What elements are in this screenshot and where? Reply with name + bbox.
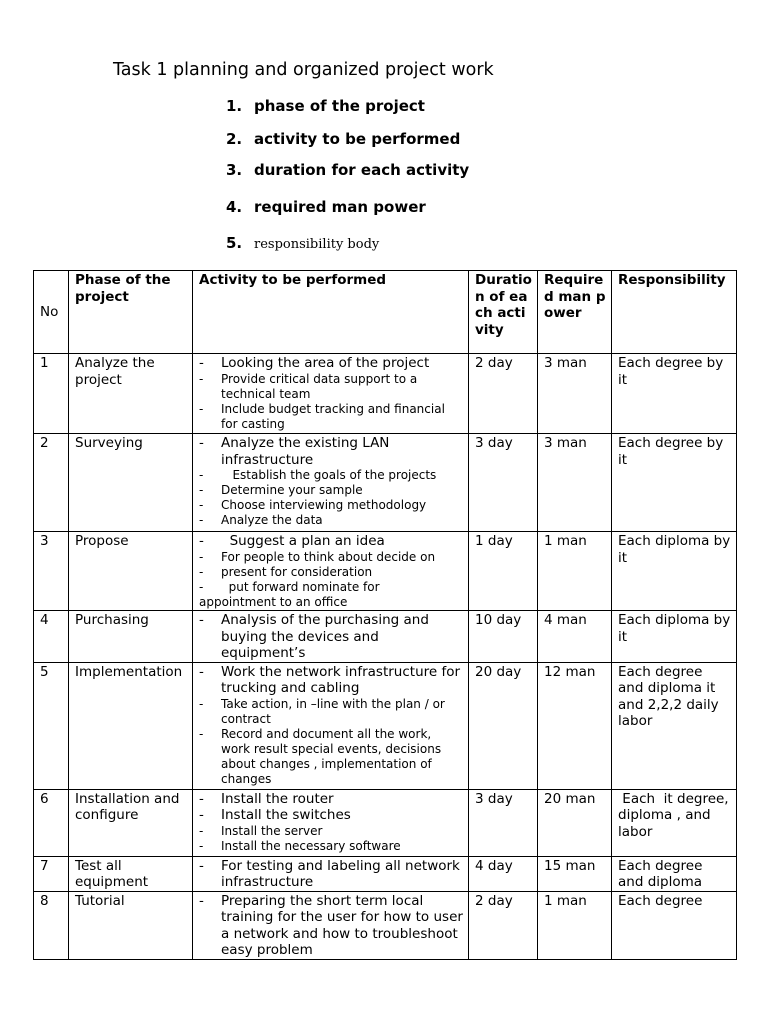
activity-item: - For people to think about decide on [199, 550, 464, 565]
activity-item: - Determine your sample [199, 483, 464, 498]
row-number: 5 [34, 662, 69, 789]
row-activities [193, 532, 469, 611]
row-phase: Test all equipment [69, 856, 193, 891]
row-number: 1 [34, 354, 69, 434]
table-row [34, 891, 737, 959]
row-phase: Implementation [69, 662, 193, 789]
row-manpower: 20 man [538, 789, 612, 856]
row-number: 7 [34, 856, 69, 891]
activity-item: - Preparing the short term local training for the user for how to user a network and how to troubleshoot easy problem [199, 893, 464, 959]
row-phase: Tutorial [69, 891, 193, 959]
objective-text: duration for each activity [254, 161, 470, 179]
objective-item [226, 130, 460, 148]
objective-number: 2. [226, 130, 243, 148]
objective-item [226, 234, 379, 252]
table-row [34, 662, 737, 789]
activity-item: - Record and document all the work, work result special events, decisions about changes , implementation of changes [199, 727, 464, 787]
row-number: 4 [34, 611, 69, 663]
row-manpower: 3 man [538, 434, 612, 532]
objective-item [226, 161, 469, 179]
row-manpower: 12 man [538, 662, 612, 789]
row-duration: 3 day [469, 789, 538, 856]
activity-item: - Install the switches [199, 807, 464, 824]
row-duration: 2 day [469, 354, 538, 434]
objective-number: 3. [226, 161, 243, 179]
row-number: 3 [34, 532, 69, 611]
objective-item [226, 97, 425, 115]
activity-item: - put forward nominate for [199, 580, 464, 595]
objective-text: responsibility body [254, 237, 380, 252]
table-row [34, 354, 737, 434]
activity-item: - Provide critical data support to a technical team [199, 372, 464, 402]
activity-item: - Choose interviewing methodology [199, 498, 464, 513]
activity-item: - Install the router [199, 791, 464, 808]
activity-item: - Looking the area of the project [199, 355, 464, 372]
row-responsibility: Each it degree, diploma , and labor [612, 789, 737, 856]
row-responsibility: Each degree and diploma [612, 856, 737, 891]
row-manpower: 1 man [538, 891, 612, 959]
activity-item: - For testing and labeling all network infrastructure [199, 858, 464, 891]
table-row [34, 789, 737, 856]
row-activities [193, 662, 469, 789]
table-row [34, 434, 737, 532]
row-activities [193, 354, 469, 434]
activity-item: - present for consideration [199, 565, 464, 580]
activity-item: - Install the necessary software [199, 839, 464, 854]
activity-item: - Work the network infrastructure for trucking and cabling [199, 664, 464, 697]
row-responsibility: Each degree and diploma it and 2,2,2 daily labor [612, 662, 737, 789]
row-phase: Propose [69, 532, 193, 611]
table-header-row [34, 271, 737, 354]
table-row [34, 611, 737, 663]
activity-continuation: appointment to an office [199, 594, 348, 609]
row-phase: Analyze the project [69, 354, 193, 434]
row-activities [193, 789, 469, 856]
activity-item: - Establish the goals of the projects [199, 468, 464, 483]
row-duration: 4 day [469, 856, 538, 891]
activity-item: - Take action, in –line with the plan / or contract [199, 697, 464, 727]
header-duration: Duration of each activity [469, 271, 538, 354]
row-manpower: 1 man [538, 532, 612, 611]
header-manpower: Required man power [538, 271, 612, 354]
row-duration: 3 day [469, 434, 538, 532]
table-row [34, 532, 737, 611]
activity-item: - Install the server [199, 824, 464, 839]
row-responsibility: Each degree by it [612, 354, 737, 434]
row-responsibility: Each degree by it [612, 434, 737, 532]
row-number: 8 [34, 891, 69, 959]
objective-text: activity to be performed [254, 130, 461, 148]
activity-item: - Analyze the existing LAN infrastructure [199, 435, 464, 468]
row-phase: Purchasing [69, 611, 193, 663]
header-no: No [34, 271, 69, 354]
activity-item: - Analysis of the purchasing and buying the devices and equipment’s [199, 612, 464, 662]
objective-text: phase of the project [254, 97, 425, 115]
row-number: 6 [34, 789, 69, 856]
activity-item: - Include budget tracking and financial for casting [199, 402, 464, 432]
header-phase: Phase of the project [69, 271, 193, 354]
header-activity: Activity to be performed [193, 271, 469, 354]
objective-number: 1. [226, 97, 243, 115]
row-responsibility: Each degree [612, 891, 737, 959]
document-title: Task 1 planning and organized project work [113, 60, 494, 80]
objective-number: 4. [226, 198, 243, 216]
objective-item [226, 198, 426, 216]
row-activities [193, 856, 469, 891]
row-manpower: 4 man [538, 611, 612, 663]
activity-item: - Suggest a plan an idea [199, 533, 464, 550]
row-activities [193, 434, 469, 532]
activity-item: - Analyze the data [199, 513, 464, 528]
row-number: 2 [34, 434, 69, 532]
row-manpower: 15 man [538, 856, 612, 891]
row-activities [193, 891, 469, 959]
objective-text: required man power [254, 198, 426, 216]
row-duration: 1 day [469, 532, 538, 611]
objective-number: 5. [226, 234, 243, 252]
row-duration: 20 day [469, 662, 538, 789]
row-activities [193, 611, 469, 663]
table-row [34, 856, 737, 891]
row-phase: Installation and configure [69, 789, 193, 856]
row-phase: Surveying [69, 434, 193, 532]
row-manpower: 3 man [538, 354, 612, 434]
row-duration: 10 day [469, 611, 538, 663]
project-plan-table [33, 270, 737, 960]
row-responsibility: Each diploma by it [612, 532, 737, 611]
row-duration: 2 day [469, 891, 538, 959]
header-responsibility: Responsibility [612, 271, 737, 354]
row-responsibility: Each diploma by it [612, 611, 737, 663]
